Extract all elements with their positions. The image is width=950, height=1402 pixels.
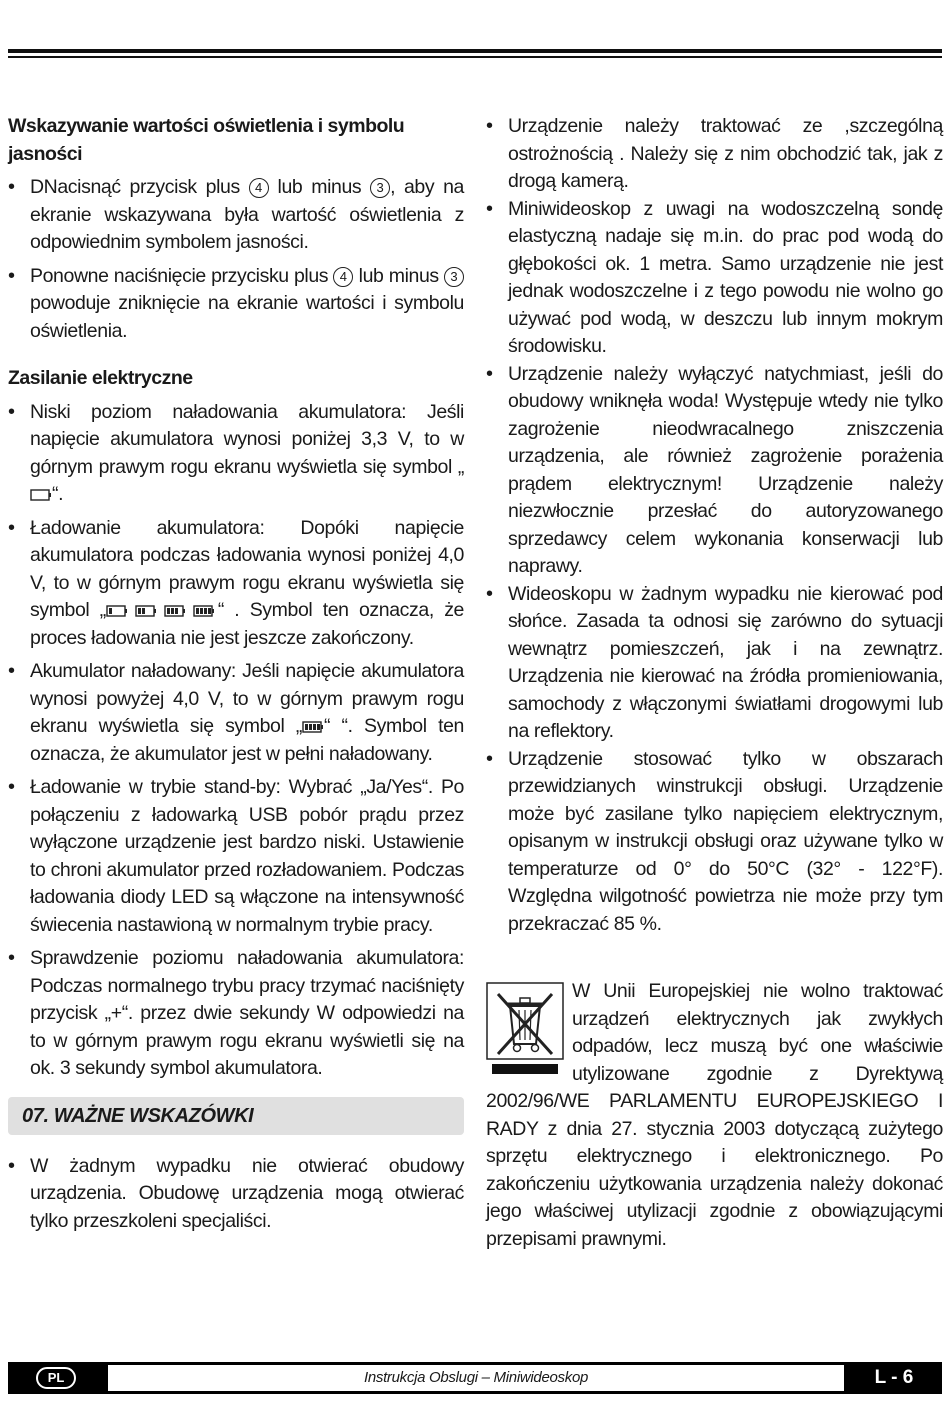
safety-list-right bbox=[486, 113, 943, 938]
list-item: • Urządzenie stosować tylko w obszarach przewidzianych winstrukcji obsługi. Urządzenie może być zasilane tylko napięciem elektrycznym, opisanym w instrukcji obsługi oraz używane tylko w temperaturze od 0° do 50°C (32° - 122°F). Względna wilgotność powietrza nie może przy tym przekraczać 85 %. bbox=[486, 746, 943, 939]
list-item: • Niski poziom naładowania akumulatora: Jeśli napięcie akumulatora wynosi poniżej 3,3 V, to w górnym prawym rogu ekranu wyświetla się symbol „“. bbox=[8, 399, 464, 509]
power-list bbox=[8, 399, 464, 1083]
safety-list-left bbox=[8, 1153, 464, 1236]
brightness-list bbox=[8, 174, 464, 345]
list-item: • Ponowne naciśnięcie przycisku plus 4 lub minus 3 powoduje zniknięcie na ekranie wartości i symbolu oświetlenia. bbox=[8, 263, 464, 346]
list-item: • Urządzenie należy wyłączyć natychmiast, jeśli do obudowy wniknęła woda! Występuje wtedy nie tylko zagrożenie nieodwracalnego zniszczenia urządzenia, ale również zagrożenie porażenia prądem elektrycznym! Urządzenie należy niezwłocznie przesłać do autoryzowanego sprzedawcy celem wykonania konserwacji lub naprawy. bbox=[486, 361, 943, 581]
battery-empty-icon bbox=[30, 489, 52, 501]
section-heading: 07. WAŻNE WSKAZÓWKI bbox=[8, 1097, 464, 1135]
page-number: L - 6 bbox=[874, 1367, 914, 1388]
battery-charging-sequence-icon bbox=[106, 605, 218, 617]
weee-notice bbox=[486, 978, 943, 1253]
crossed-out-wheelie-bin-icon bbox=[486, 982, 564, 1078]
page-footer bbox=[8, 1362, 942, 1394]
button-number-4: 4 bbox=[249, 178, 269, 198]
heading-power: Zasilanie elektryczne bbox=[8, 367, 193, 389]
button-number-3: 3 bbox=[370, 178, 390, 198]
top-rule-thin bbox=[8, 56, 942, 58]
list-item: • Ładowanie w trybie stand-by: Wybrać „Ja/Yes“. Po połączeniu z ładowarką USB pobór prądu przez wyłączone urządzenie jest bardzo niski. Ustawienie to chroni akumulator przed rozładowaniem. Podczas ładowania diody LED są włączone na intensywność świecenia nastawioną w normalnym trybie pracy. bbox=[8, 774, 464, 939]
list-item: • Ładowanie akumulatora: Dopóki napięcie akumulatora podczas ładowania wynosi poniżej 4,0 V, to w górnym prawym rogu ekranu wyświetla się symbol „ “ . Symbol ten oznacza, że proces ładowania nie jest jeszcze zakończony. bbox=[8, 515, 464, 653]
list-item: • W żadnym wypadku nie otwierać obudowy urządzenia. Obudowę urządzenia mogą otwierać tylko przeszkoleni specjaliści. bbox=[8, 1153, 464, 1236]
list-item: • Akumulator naładowany: Jeśli napięcie akumulatora wynosi powyżej 4,0 V, to w górnym prawym rogu ekranu wyświetla się symbol „ “ “. Symbol ten oznacza, że akumulator jest w pełni naładowany. bbox=[8, 658, 464, 768]
button-number-4: 4 bbox=[333, 267, 353, 287]
list-item: • DNacisnąć przycisk plus 4 lub minus 3 , aby na ekranie wskazywana była wartość oświetlenia z odpowiednim symbolem jasności. bbox=[8, 174, 464, 257]
list-item: • Miniwideoskop z uwagi na wodoszczelną sondę elastyczną nadaje się m.in. do prac pod wodą do głębokości ok. 1 metra. Samo urządzenie nie jest jednak wodoszczelne i z tego powodu nie wolno go używać pod wodą, w deszczu lub innym mokrym środowisku. bbox=[486, 196, 943, 361]
list-item: • Sprawdzenie poziomu naładowania akumulatora: Podczas normalnego trybu pracy trzymać naciśnięty przycisk „+“. przez dwie sekundy W odpowiedzi na to w górnym prawym rogu ekranu wyświetli się na ok. 3 sekundy symbol akumulatora. bbox=[8, 945, 464, 1083]
left-column bbox=[8, 113, 464, 1235]
button-number-3: 3 bbox=[444, 267, 464, 287]
list-item: • Wideoskopu w żadnym wypadku nie kierować pod słońce. Zasada ta odnosi się zarówno do sytuacji wewnątrz pomieszczeń, jak i na zewnątrz. Urządzenia nie kierować na źródła promieniowania, samochody z włączonymi światłami drogowymi lub na reflektory. bbox=[486, 581, 943, 746]
manual-title: Instrukcja Obslugi – Miniwideoskop bbox=[108, 1365, 844, 1391]
heading-brightness: Wskazywanie wartości oświetlenia i symbolu jasności bbox=[8, 115, 405, 165]
list-item: • Urządzenie należy traktować ze ,szczególną ostrożnością . Należy się z nim obchodzić tak, jak z drogą kamerą. bbox=[486, 113, 943, 196]
weee-text: W Unii Europejskiej nie wolno traktować urządzeń elektrycznych jak zwykłych odpadów, lecz muszą być one właściwie utylizowane zgodnie z Dyrektywą 2002/96/WE PARLAMENTU EUROPEJSKIEGO I RADY z dnia 27. stycznia 2003 dotyczącą zużytego sprzętu elektrycznego i elektronicznego. Po zakończeniu użytkowania urządzenia należy dokonać jego właściwej utylizacji zgodnie z obowiązującymi przepisami prawnymi. bbox=[486, 980, 943, 1250]
top-rule bbox=[8, 49, 942, 53]
battery-full-icon bbox=[302, 721, 324, 733]
right-column bbox=[486, 113, 943, 1253]
language-badge: PL bbox=[36, 1367, 76, 1389]
